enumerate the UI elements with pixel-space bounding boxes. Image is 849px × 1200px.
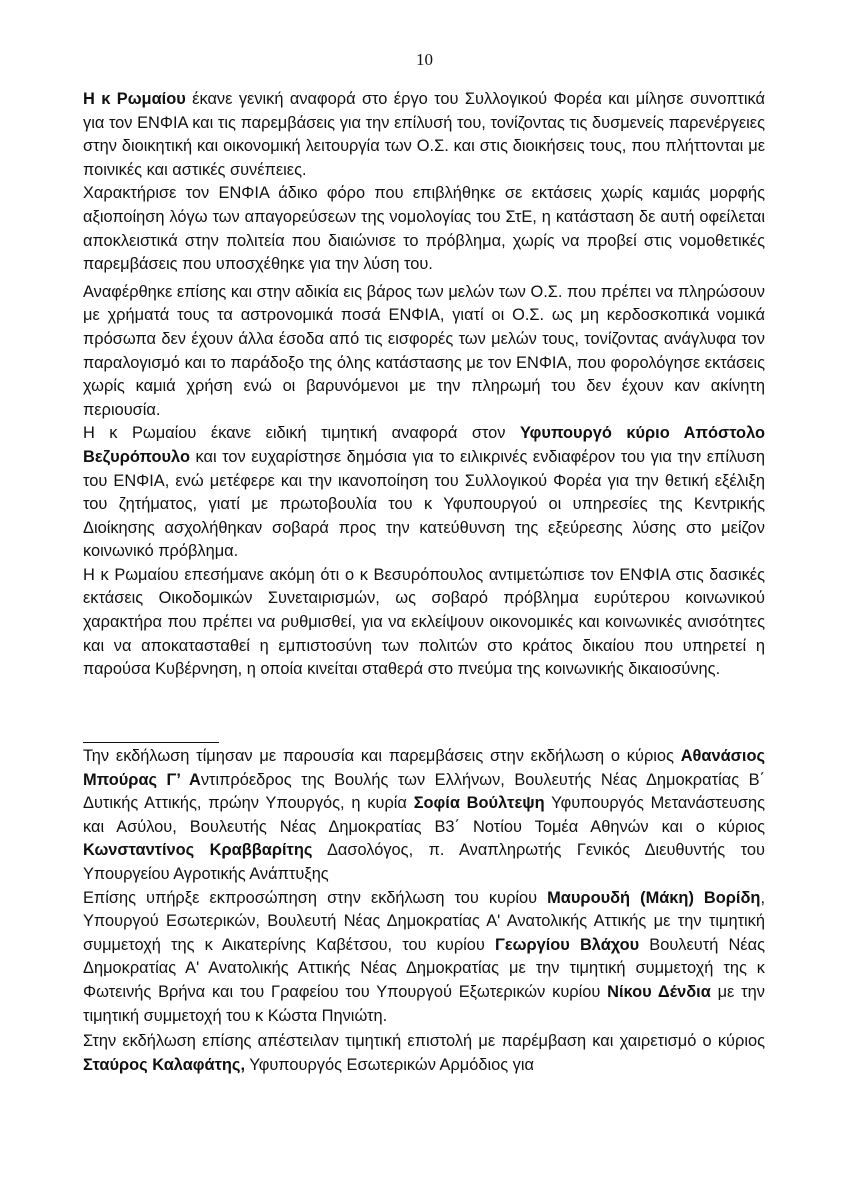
text-run-bold: Κωνσταντίνος Κραββαρίτης bbox=[83, 841, 313, 860]
text-run: , Υπουργού Εσωτερικών, Βουλευτή Νέας Δημοκρατίας Α' Ανατολικής Αττικής με την τιμητική συμμετοχή της κ Αικατερίνης Καβέτσου, του κυρίου bbox=[83, 888, 765, 954]
note-paragraph bbox=[83, 1030, 765, 1077]
text-run: Υφυπουργός Μετανάστευσης και Ασύλου, Βουλευτής Νέας Δημοκρατίας Β3΄ Νοτίου Τομέα Αθηνών και ο κύριος bbox=[83, 794, 765, 836]
note-paragraph bbox=[83, 887, 765, 1029]
paragraph bbox=[83, 182, 765, 276]
text-run: και τον ευχαρίστησε δημόσια για το ειλικρινές ενδιαφέρον του για την επίλυση του ΕΝΦΙΑ, ενώ μετέφερε και την ικανοποίηση του Συλλογικού Φορέα για την θετική εξέλιξη του ζητήματος, γιατί με πρωτοβουλία του κ Υφυπουργού οι υπηρεσίες της Κεντρικής Διοίκησης ασχολήθηκαν σοβαρά προς την κατεύθυνση της εξεύρεσης λύσης στο μείζον κοινωνικό πρόβλημα. bbox=[83, 447, 765, 561]
text-run: Αναφέρθηκε επίσης και στην αδικία εις βάρος των μελών των Ο.Σ. που πρέπει να πληρώσουν με χρήματά τους τα αστρονομικά ποσά ΕΝΦΙΑ, γιατί οι Ο.Σ. ως μη κερδοσκοπικά νομικά πρόσωπα δεν έχουν άλλα έσοδα από τις εισφορές των μελών τους, τονίζοντας ανάγλυφα τον παραλογισμό και το παράδοξο της όλης κατάστασης με τον ΕΝΦΙΑ, που φορολόγησε εκτάσεις χωρίς καμιά χρήση ενώ οι βαρυνόμενοι με την πληρωμή του δεν έχουν καν ακίνητη περιουσία. bbox=[83, 282, 765, 419]
text-run: Υφυπουργός Εσωτερικών Αρμόδιος για bbox=[245, 1055, 534, 1074]
text-run: με την τιμητική συμμετοχή του κ Κώστα Πηνιώτη. bbox=[83, 982, 765, 1025]
paragraph bbox=[83, 88, 765, 182]
text-run: Την εκδήλωση τίμησαν με παρουσία και παρεμβάσεις στην εκδήλωση ο κύριος bbox=[83, 747, 681, 765]
note-paragraph bbox=[83, 745, 765, 887]
text-run-bold: Η κ Ρωμαίου bbox=[83, 90, 186, 108]
footnote-separator bbox=[83, 742, 219, 743]
text-run-bold: Νίκου Δένδια bbox=[607, 982, 711, 1001]
text-run: Η κ Ρωμαίου έκανε ειδική τιμητική αναφορά στον bbox=[83, 424, 520, 443]
text-run-bold: Μαυρουδή (Μάκη) Βορίδη bbox=[547, 888, 761, 907]
text-run-bold: Σοφία Βούλτεψη bbox=[413, 794, 545, 813]
text-run: Στην εκδήλωση επίσης απέστειλαν τιμητική επιστολή με παρέμβαση και χαιρετισμό ο κύριος bbox=[83, 1032, 765, 1051]
text-run-bold: Αθανάσιος Μπούρας Γ’ Α bbox=[83, 747, 765, 789]
page-number: 10 bbox=[416, 50, 433, 69]
text-run: Χαρακτήρισε τον ΕΝΦΙΑ άδικο φόρο που επιβλήθηκε σε εκτάσεις χωρίς καμιάς μορφής αξιοποίηση λόγω των απαγορεύσεων της νομολογίας του ΣτΕ, η κατάσταση δε αυτή οφείλεται αποκλειστικά στην πολιτεία που διαιώνισε το πρόβλημα, χωρίς να προβεί στις νομοθετικές παρεμβάσεις που υποσχέθηκε για την λύση του. bbox=[83, 184, 765, 274]
text-run-bold: Σταύρος Καλαφάτης, bbox=[83, 1055, 245, 1074]
text-run: Η κ Ρωμαίου επεσήμανε ακόμη ότι ο κ Βεσυρόπουλος αντιμετώπισε τον ΕΝΦΙΑ στις δασικές εκτάσεις Οικοδομικών Συνεταιρισμών, ως σοβαρό πρόβλημα ευρύτερου κοινωνικού χαρακτήρα που πρέπει να ρυθμισθεί, για να εκλείψουν οικονομικές και κοινωνικές ανισότητες και να αποκατασταθεί η εμπιστοσύνη των πολιτών στο κράτος δικαίου που υπηρετεί η παρούσα Κυβέρνηση, η οποία κινείται σταθερά στο πνεύμα της κοινωνικής δικαιοσύνης. bbox=[83, 565, 765, 679]
text-run: ντιπρόεδρος της Βουλής των Ελλήνων, Βουλευτής Νέας Δημοκρατίας Β΄ Δυτικής Αττικής, πρώην Υπουργός, η κυρία bbox=[83, 770, 766, 813]
notes-section bbox=[83, 745, 765, 1077]
text-run: έκανε γενική αναφορά στο έργο του Συλλογικού Φορέα και μίλησε συνοπτικά για τον ΕΝΦΙΑ και τις παρεμβάσεις για την επίλυσή του, τονίζοντας τις δυσμενείς παρενέργειες στην διοικητική και οικονομική λειτουργία των Ο.Σ. και στις διοικήσεις τους, που πλήττονται με ποινικές και αστικές συνέπειες. bbox=[83, 90, 765, 179]
text-run-bold: Υφυπουργό κύριο Απόστολο Βεζυρόπουλο bbox=[83, 424, 765, 466]
body-text bbox=[83, 88, 765, 682]
text-run: Δασολόγος, π. Αναπληρωτής Γενικός Διευθυντής του Υπουργείου Αγροτικής Ανάπτυξης bbox=[83, 841, 765, 883]
paragraph bbox=[83, 281, 765, 423]
paragraph bbox=[83, 422, 765, 564]
text-run-bold: Γεωργίου Βλάχου bbox=[494, 935, 640, 954]
paragraph bbox=[83, 564, 765, 682]
text-run: Βουλευτή Νέας Δημοκρατίας Α' Ανατολικής Αττικής Νέας Δημοκρατίας με την τιμητική συμμετοχή της κ Φωτεινής Βρήνα και του Γραφείου του Υπουργού Εξωτερικών κυρίου bbox=[83, 935, 765, 1001]
text-run: Επίσης υπήρξε εκπροσώπηση στην εκδήλωση του κυρίου bbox=[83, 888, 548, 907]
